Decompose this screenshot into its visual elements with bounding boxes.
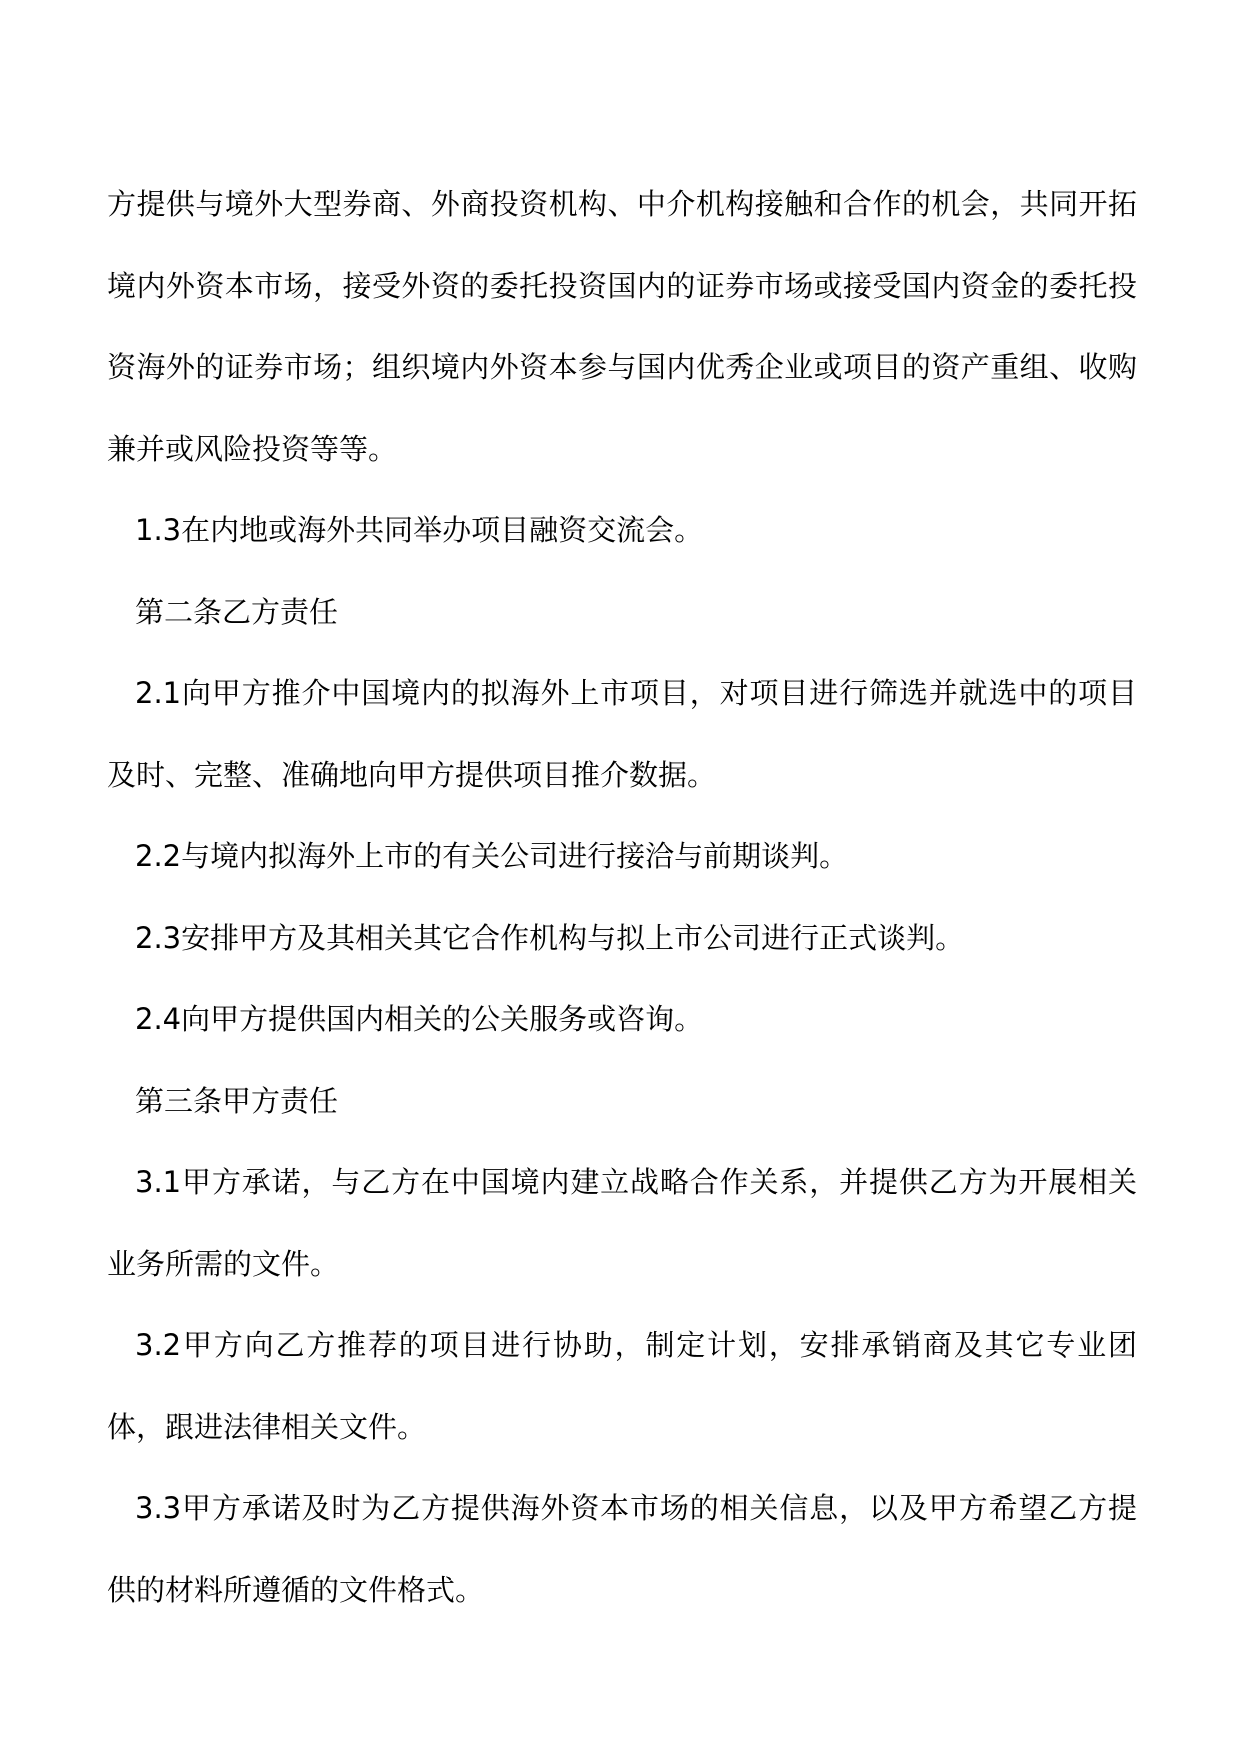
clause-3-3: 3.3甲方承诺及时为乙方提供海外资本市场的相关信息，以及甲方希望乙方提供的材料所遵循的文件格式。 — [107, 1491, 1137, 1607]
clause-2-1: 2.1向甲方推介中国境内的拟海外上市项目，对项目进行筛选并就选中的项目及时、完整、准确地向甲方提供项目推介数据。 — [107, 676, 1137, 792]
article-3-heading: 第三条甲方责任 — [135, 1083, 339, 1118]
clause-3-1: 3.1甲方承诺，与乙方在中国境内建立战略合作关系，并提供乙方为开展相关业务所需的文件。 — [107, 1165, 1137, 1281]
paragraph-continuation: 方提供与境外大型券商、外商投资机构、中介机构接触和合作的机会，共同开拓境内外资本市场，接受外资的委托投资国内的证券市场或接受国内资金的委托投资海外的证券市场；组织境内外资本参与国内优秀企业或项目的资产重组、收购兼并或风险投资等等。 — [107, 187, 1137, 466]
clause-2-2: 2.2与境内拟海外上市的有关公司进行接洽与前期谈判。 — [135, 839, 849, 873]
clause-2-4: 2.4向甲方提供国内相关的公关服务或咨询。 — [135, 1002, 704, 1036]
clause-2-3: 2.3安排甲方及其相关其它合作机构与拟上市公司进行正式谈判。 — [135, 920, 965, 955]
clause-1-3: 1.3在内地或海外共同举办项目融资交流会。 — [135, 513, 704, 547]
clause-3-2: 3.2甲方向乙方推荐的项目进行协助，制定计划，安排承销商及其它专业团体，跟进法律相关文件。 — [107, 1328, 1137, 1444]
document-body — [107, 164, 1137, 1631]
article-2-heading: 第二条乙方责任 — [135, 594, 339, 629]
